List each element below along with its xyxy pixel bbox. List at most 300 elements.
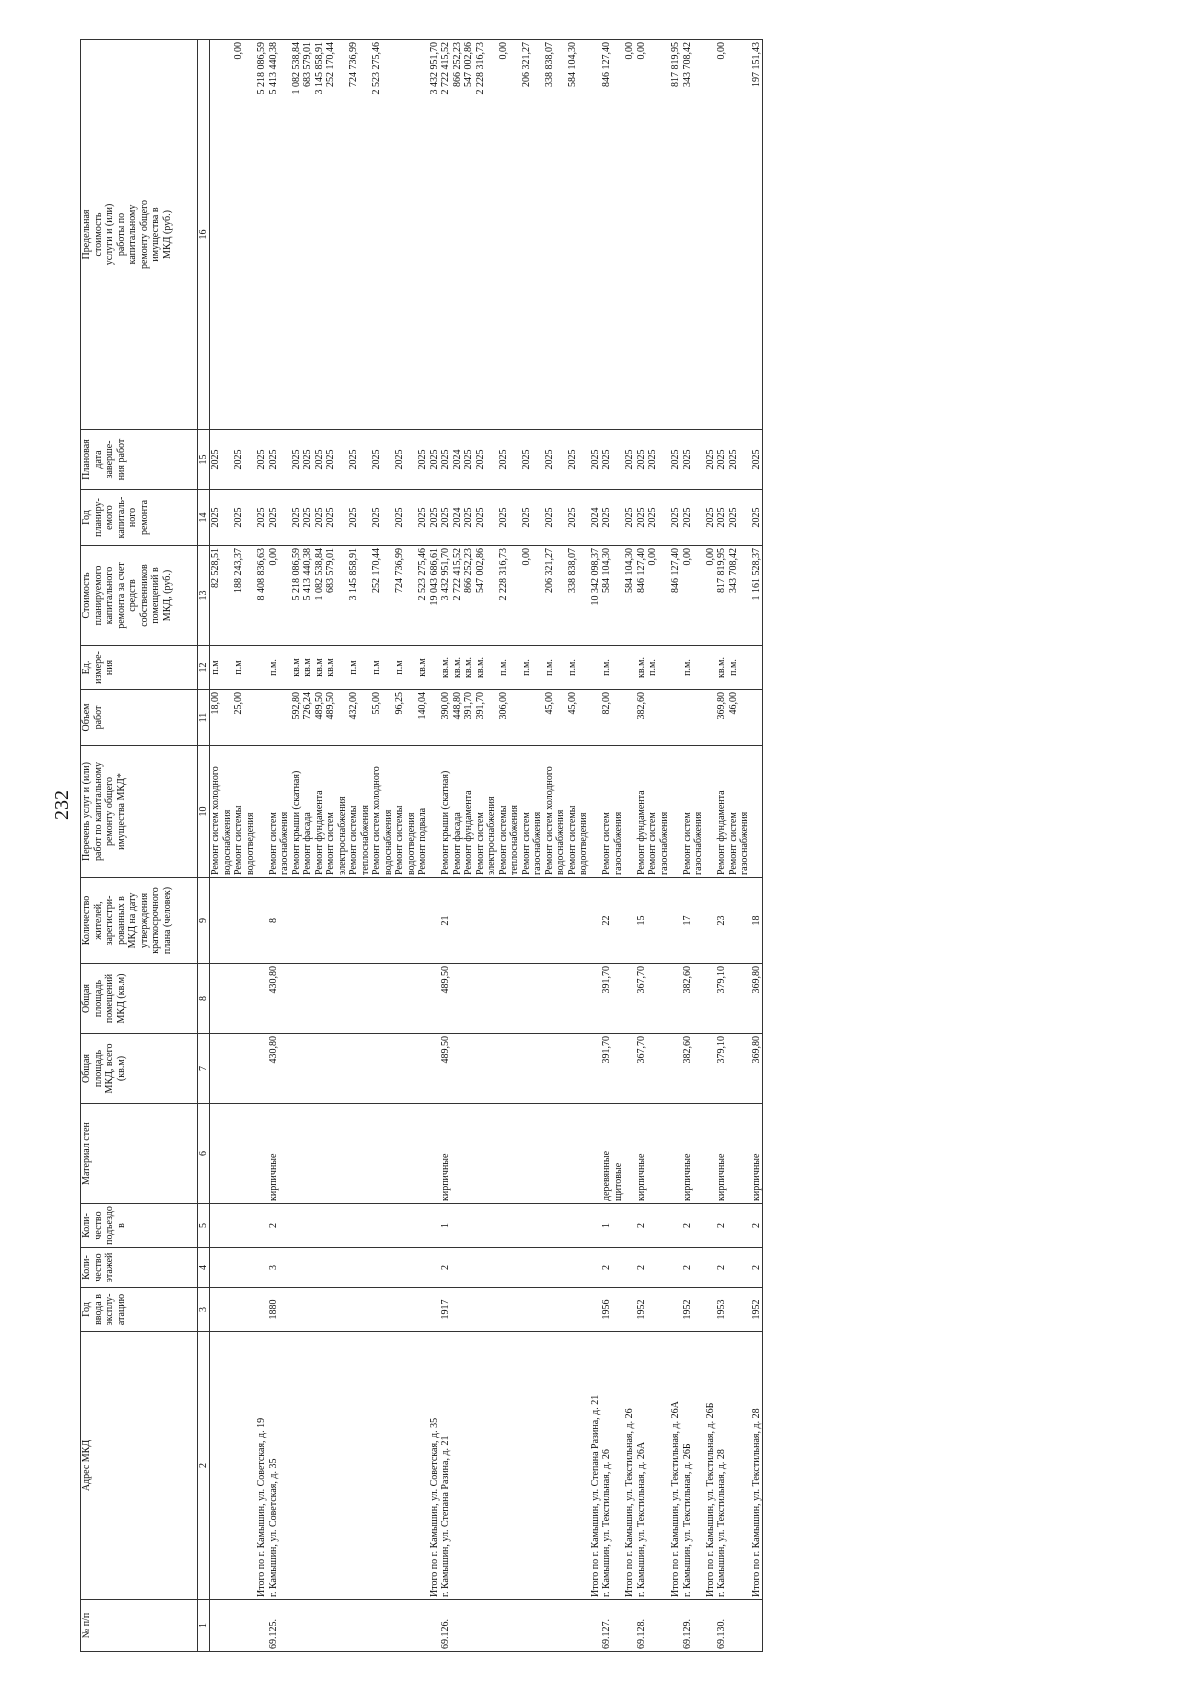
table-cell: 489,50 [440,1034,452,1104]
table-cell [256,1034,268,1104]
table-cell: 2025 2025 [636,490,671,546]
table-cell: 2 [268,1204,291,1248]
table-cell [291,964,303,1034]
table-cell: 140,04 [417,690,429,746]
table-cell: 2025 [440,490,452,546]
table-cell: 5 218 086,59 [291,546,303,646]
table-cell [624,1034,636,1104]
table-cell: 369,80 [751,1034,763,1104]
column-header: Материал стен [81,1104,198,1204]
table-cell [417,964,429,1034]
table-cell: 0,00 [705,546,717,646]
table-cell: 1956 [601,1288,624,1332]
table-cell [624,878,636,964]
table-cell [705,964,717,1034]
table-cell: 2025 [567,490,590,546]
table-cell: 2025 [325,430,348,490]
table-cell [463,878,475,964]
table-cell [417,878,429,964]
table-cell: 2025 [751,490,763,546]
table-cell [670,1034,682,1104]
table-cell [463,1600,475,1652]
table-cell: 846 127,40 0,00 [636,546,671,646]
table-cell [233,1034,256,1104]
table-cell: Ремонт систем газоснабжения [521,746,544,878]
table-cell [394,1104,417,1204]
table-cell: 2025 [544,430,567,490]
table-cell: п.м. [521,646,544,690]
table-cell: 2025 [302,490,314,546]
table-cell [544,1288,567,1332]
table-cell: 45,00 [544,690,567,746]
table-cell [705,1248,717,1288]
table-cell [567,1288,590,1332]
table-cell [371,1204,394,1248]
table-cell [463,1204,475,1248]
table-cell [624,690,636,746]
table-cell [544,1248,567,1288]
table-cell [394,1034,417,1104]
table-cell [590,1248,602,1288]
table-cell [314,1104,326,1204]
table-cell [670,746,682,878]
table-cell [670,964,682,1034]
table-cell: 2 523 275,46 [371,40,394,430]
table-cell: 489,50 [440,964,452,1034]
table-cell: п.м. [268,646,291,690]
table-cell: 2 523 275,46 [417,546,429,646]
table-row [670,40,682,1652]
table-cell: 2025 [590,430,602,490]
table-cell: 2024 [452,490,464,546]
table-cell: 2025 [233,490,256,546]
table-row [394,40,417,1652]
table-cell: 45,00 [567,690,590,746]
table-cell [624,646,636,690]
table-cell: 82,00 [601,690,624,746]
table-cell [325,1332,348,1600]
table-cell [394,1248,417,1288]
table-cell [498,964,521,1034]
table-cell: 3 [268,1248,291,1288]
table-cell: 1953 [716,1288,751,1332]
table-cell: Ремонт фундамента Ремонт систем газоснабжения [636,746,671,878]
table-cell [417,1104,429,1204]
table-cell [624,1204,636,1248]
table-cell: 69.130. [716,1600,751,1652]
table-cell: 382,60 [682,1034,705,1104]
table-cell [233,964,256,1034]
table-cell: 2025 [475,430,498,490]
table-cell [429,1248,441,1288]
table-cell [429,1288,441,1332]
table-cell: 0,00 [233,40,256,430]
table-cell [452,878,464,964]
table-cell: 22 [601,878,624,964]
table-cell [348,1204,371,1248]
table-cell: 8 408 836,63 [256,546,268,646]
table-cell [452,964,464,1034]
table-cell [624,746,636,878]
table-row [567,40,590,1652]
table-cell [325,1288,348,1332]
table-cell [544,1332,567,1600]
table-cell [544,1034,567,1104]
table-cell: 0,00 [716,40,751,430]
table-cell: 391,70 [601,964,624,1034]
table-cell: 1 082 538,84 [291,40,303,430]
table-cell: 0,00 [636,40,671,430]
table-cell [475,1288,498,1332]
table-cell [302,964,314,1034]
table-cell [394,1332,417,1600]
table-cell: 2025 [210,490,234,546]
table-cell [371,1248,394,1288]
table-cell: кирпичные [440,1104,452,1204]
table-cell: 8 [268,878,291,964]
table-row [463,40,475,1652]
table-cell: Итого по г. Камышин, ул. Текстильная, д. 26А [670,1332,682,1600]
table-cell [394,1600,417,1652]
table-header-row [81,40,198,1652]
table-cell [348,1248,371,1288]
table-cell [544,1104,567,1204]
table-cell: 3 145 858,91 [348,546,371,646]
table-cell [394,964,417,1034]
table-cell: кирпичные [268,1104,291,1204]
table-cell [567,1104,590,1204]
column-number-row [198,40,210,1652]
table-cell [590,1104,602,1204]
table-cell: 2025 [314,430,326,490]
table-cell: 2 228 316,73 [498,546,521,646]
table-cell: г. Камышин, ул. Текстильная, д. 26 [601,1332,624,1600]
table-cell: 2 228 316,73 [475,40,498,430]
table-cell [567,1034,590,1104]
table-cell: 390,00 [440,690,452,746]
table-cell: 379,10 [716,964,751,1034]
table-cell [348,1104,371,1204]
table-cell: 21 [440,878,452,964]
table-cell: 2 722 415,52 [440,40,452,430]
table-cell: 0,00 [624,40,636,430]
table-cell: п.м. [601,646,624,690]
table-cell [302,1104,314,1204]
table-cell: 0,00 [268,546,291,646]
table-cell: 1880 [268,1288,291,1332]
table-cell: 2025 [463,430,475,490]
column-number: 16 [198,40,210,430]
table-cell [314,1288,326,1332]
table-cell: 2025 [521,490,544,546]
table-cell [291,1600,303,1652]
table-cell: 96,25 [394,690,417,746]
table-cell: 2 [682,1248,705,1288]
table-row [716,40,751,1652]
rotated-page-content [80,40,1165,1652]
table-cell [567,1600,590,1652]
table-cell: 367,70 [636,964,671,1034]
table-cell [567,1248,590,1288]
table-cell: 5 218 086,59 [256,40,268,430]
table-cell: кв.м. [475,646,498,690]
table-cell: 2024 [452,430,464,490]
table-cell: 306,00 [498,690,521,746]
table-cell: 683 579,01 [302,40,314,430]
table-row [291,40,303,1652]
table-cell: Ремонт системы водоотведения [567,746,590,878]
table-cell [371,1104,394,1204]
table-cell [590,878,602,964]
table-cell: 379,10 [716,1034,751,1104]
table-cell: 69.127. [601,1600,624,1652]
table-cell: кв.м. [452,646,464,690]
table-cell: 343 708,42 [682,40,705,430]
table-cell: Ремонт системы теплоснабжения [498,746,521,878]
table-cell: 25,00 [233,690,256,746]
table-cell: 367,70 [636,1034,671,1104]
table-cell [210,1600,234,1652]
column-header: № п/п [81,1600,198,1652]
table-cell [325,1104,348,1204]
table-cell [590,40,602,430]
table-cell [567,878,590,964]
table-cell [590,646,602,690]
table-cell: 2025 [440,430,452,490]
table-cell: 2 [682,1204,705,1248]
table-cell: 866 252,23 [452,40,464,430]
table-cell: 2025 2025 [636,430,671,490]
table-cell: 2025 [705,490,717,546]
table-cell [394,878,417,964]
table-cell [314,1332,326,1600]
column-header: Год ввода в эксплу- атацию [81,1288,198,1332]
table-cell: 2025 [670,430,682,490]
table-cell [256,964,268,1034]
column-number: 12 [198,646,210,690]
table-cell: 0,00 [682,546,705,646]
column-number: 2 [198,1332,210,1600]
table-cell [624,964,636,1034]
table-cell: 547 002,86 [463,40,475,430]
table-cell [521,690,544,746]
table-cell [256,1104,268,1204]
table-cell [302,1248,314,1288]
column-header: Плановая дата заверше- ния работ [81,430,198,490]
table-cell: 2025 [498,430,521,490]
table-cell [567,964,590,1034]
table-cell: 2025 [256,430,268,490]
table-cell [452,1332,464,1600]
table-cell: 2025 [394,490,417,546]
table-cell [475,1104,498,1204]
table-cell [325,964,348,1034]
table-cell: Ремонт подвала [417,746,429,878]
table-row [475,40,498,1652]
table-cell [670,878,682,964]
table-cell: 2025 [475,490,498,546]
table-cell: 489,50 [325,690,348,746]
table-cell [394,1288,417,1332]
table-cell [371,878,394,964]
table-cell: 584 104,30 [624,546,636,646]
table-cell [705,690,717,746]
table-row [498,40,521,1652]
table-cell [256,1288,268,1332]
table-cell [256,1204,268,1248]
table-cell [498,1248,521,1288]
table-cell [371,1034,394,1104]
table-cell: Ремонт крыши (скатная) [291,746,303,878]
table-cell [314,1248,326,1288]
table-cell [670,1288,682,1332]
table-cell: 391,70 [601,1034,624,1104]
table-cell: 3 145 858,91 [314,40,326,430]
table-cell: Ремонт систем электроснабжения [475,746,498,878]
table-row [233,40,256,1652]
table-cell [705,646,717,690]
table-cell [394,1204,417,1248]
table-cell: 0,00 [521,546,544,646]
table-cell: 683 579,01 [325,546,348,646]
table-cell: 2025 [371,430,394,490]
table-cell: 369,80 [751,964,763,1034]
table-cell [417,1288,429,1332]
table-cell: кв.м [302,646,314,690]
column-number: 6 [198,1104,210,1204]
table-cell: 2025 [268,490,291,546]
table-cell: 1 [440,1204,452,1248]
column-header: Коли- чество этажей [81,1248,198,1288]
table-cell: Ремонт фасада [302,746,314,878]
column-number: 14 [198,490,210,546]
table-cell [705,1204,717,1248]
table-cell: 724 736,99 [348,40,371,430]
table-cell [521,1600,544,1652]
table-cell [417,1332,429,1600]
table-cell: 206 321,27 [544,546,567,646]
table-cell [233,1104,256,1204]
table-cell: 206 321,27 [521,40,544,430]
table-cell [210,1104,234,1204]
table-cell: Ремонт системы водоотведения [233,746,256,878]
table-cell: 197 151,43 [751,40,763,430]
table-cell [233,1204,256,1248]
table-cell: кв.м [314,646,326,690]
table-cell: 2025 2025 [716,490,751,546]
table-cell [417,1248,429,1288]
table-cell [475,964,498,1034]
table-cell [429,746,441,878]
table-cell [670,690,682,746]
table-cell [371,1332,394,1600]
table-row [624,40,636,1652]
table-cell [302,1288,314,1332]
table-cell [325,1248,348,1288]
column-number: 7 [198,1034,210,1104]
table-cell [210,878,234,964]
table-cell [291,878,303,964]
table-cell: 2025 [291,430,303,490]
table-cell: 430,80 [268,964,291,1034]
table-cell: 2025 [498,490,521,546]
table-cell [498,1104,521,1204]
table-cell [498,1600,521,1652]
table-cell: 188 243,37 [233,546,256,646]
table-cell: 430,80 [268,1034,291,1104]
table-cell [233,1600,256,1652]
table-cell [210,964,234,1034]
table-cell [371,1288,394,1332]
table-cell: Ремонт систем газоснабжения [682,746,705,878]
table-cell [463,1248,475,1288]
table-row [682,40,705,1652]
table-cell: 391,70 [463,690,475,746]
table-cell: 18,00 [210,690,234,746]
column-number: 15 [198,430,210,490]
table-cell: 18 [751,878,763,964]
table-cell: кв.м [325,646,348,690]
table-cell [498,1332,521,1600]
table-cell: 2 [751,1204,763,1248]
table-cell: Итого по г. Камышин, ул. Советская, д. 35 [429,1332,441,1600]
table-cell [348,1034,371,1104]
table-cell: кирпичные [751,1104,763,1204]
table-cell: Ремонт фундамента [463,746,475,878]
table-cell: 1917 [440,1288,452,1332]
table-cell: 432,00 [348,690,371,746]
table-cell [325,1600,348,1652]
table-cell [210,1034,234,1104]
table-row [325,40,348,1652]
table-cell [670,1104,682,1204]
table-cell: 1 082 538,84 [314,546,326,646]
table-cell: 584 104,30 [601,546,624,646]
table-cell: 1952 [636,1288,671,1332]
table-row [348,40,371,1652]
table-cell: 2025 [233,430,256,490]
table-cell [210,1204,234,1248]
table-cell: деревянные щитовые [601,1104,624,1204]
table-cell: г. Камышин, ул. Текстильная, д. 28 [716,1332,751,1600]
table-cell: 5 413 440,38 [268,40,291,430]
table-cell: Ремонт систем холодного водоснабжения [371,746,394,878]
table-cell: 726,24 [302,690,314,746]
table-cell [590,746,602,878]
table-cell [590,1288,602,1332]
table-cell [314,1600,326,1652]
table-cell: п.м [394,646,417,690]
table-cell: 5 413 440,38 [302,546,314,646]
table-cell: 2025 [302,430,314,490]
column-header: Общая площадь МКД, всего (кв.м) [81,1034,198,1104]
column-header: Коли- чество подъездо в [81,1204,198,1248]
table-cell [463,1034,475,1104]
table-cell: п.м [210,646,234,690]
table-cell: Итого по г. Камышин, ул. Текстильная, д. 26 [624,1332,636,1600]
column-number: 3 [198,1288,210,1332]
table-cell: Ремонт систем газоснабжения [601,746,624,878]
table-cell [452,1104,464,1204]
table-row [417,40,429,1652]
table-cell: Ремонт систем электроснабжения [325,746,348,878]
table-cell [302,1204,314,1248]
table-cell: 2 [601,1248,624,1288]
table-cell [521,878,544,964]
table-cell [705,746,717,878]
table-cell: г. Камышин, ул. Советская, д. 35 [268,1332,291,1600]
table-cell [302,1332,314,1600]
